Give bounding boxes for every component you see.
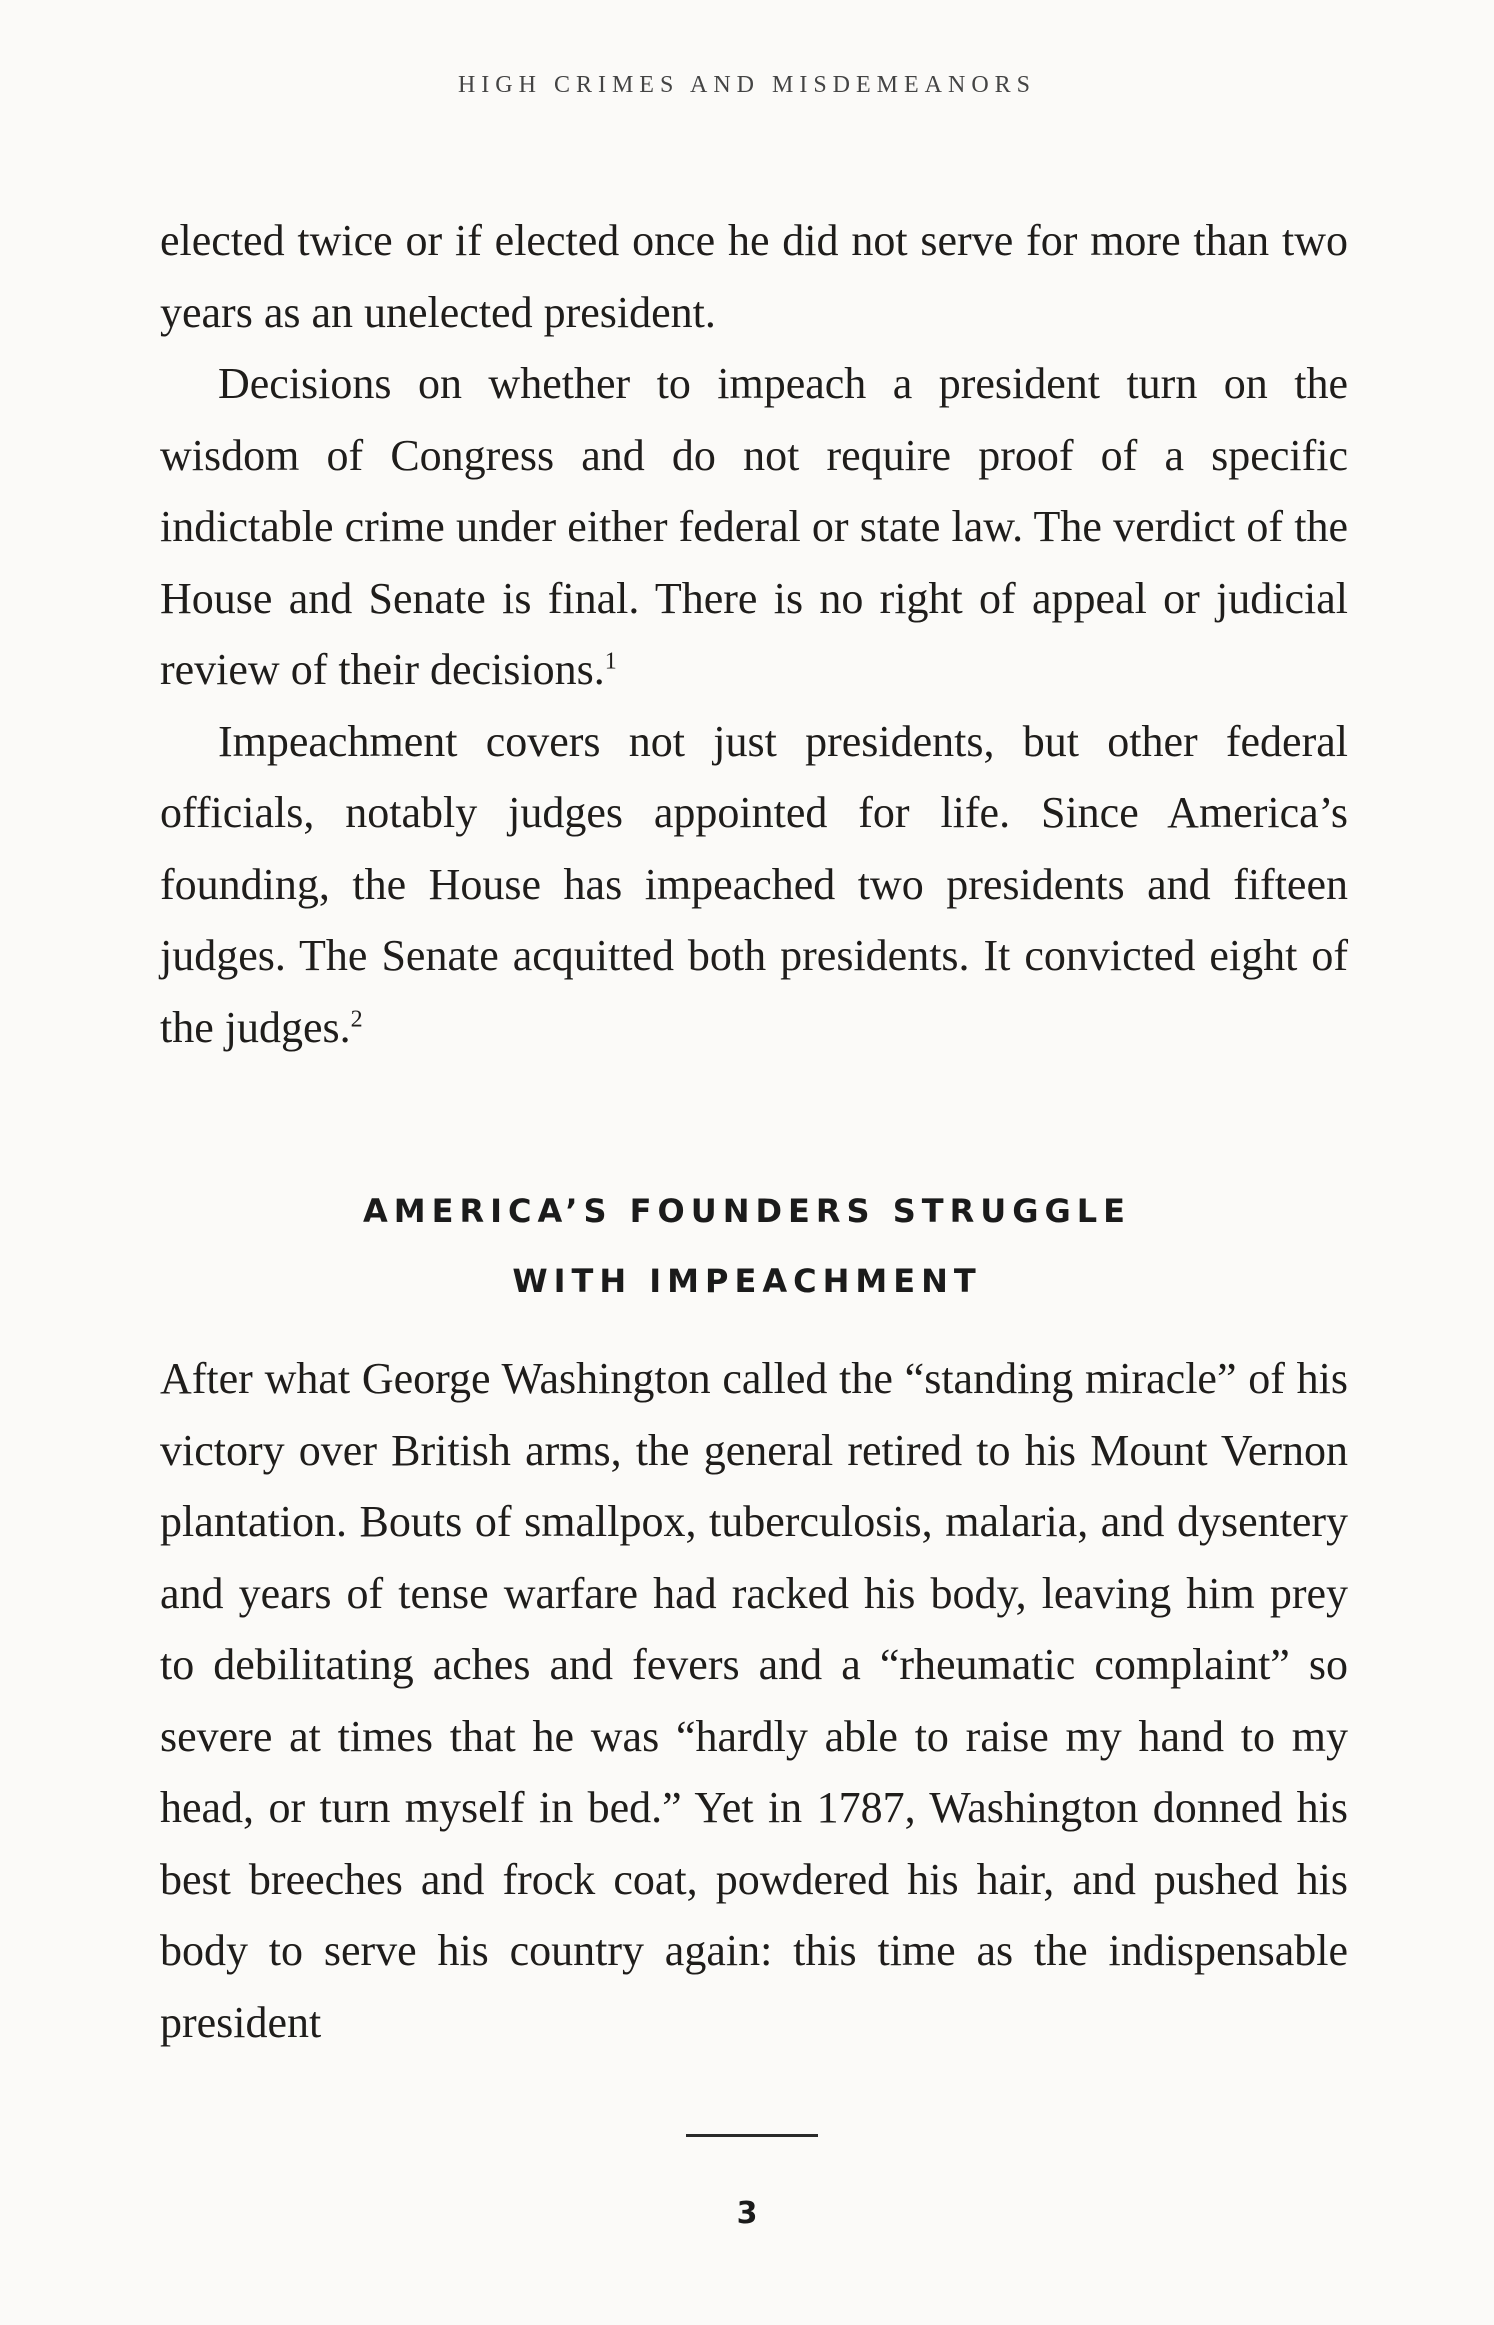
running-head: HIGH CRIMES AND MISDEMEANORS xyxy=(457,72,1037,98)
paragraph-decisions: Decisions on whether to impeach a president turn on the wisdom of Congress and do not require proof of a specific indictable crime under either federal or state law. The verdict of the House and Senate is final. There is no right of appeal or judicial review of their decisions.$^1$ xyxy=(160,359,1348,694)
page-number: 3 xyxy=(736,2196,758,2231)
paragraph-impeachment-covers: Impeachment covers not just presidents, but other federal officials, notably judges appointed for life. Since America’s founding, the House has impeached two presidents and fifteen judges. The Senate acquitted both presidents. It convicted eight of the judges.$^2$ xyxy=(160,716,1348,1052)
footnote-marker-2[interactable]: 2 xyxy=(350,1005,363,1032)
section-heading xyxy=(0,1176,1494,1316)
section-heading-line-1: AMERICA’S FOUNDERS STRUGGLE xyxy=(362,1192,1132,1230)
footer-rule xyxy=(686,2134,818,2137)
paragraph-washington: After what George Washington called the “standing miracle” of his victory over British arms, the general retired to his Mount Vernon plantation. Bouts of smallpox, tuberculosis, malaria, and dysentery and years of tense warfare had racked his body, leaving him prey to debilitating aches and fevers and a “rheumatic complaint” so severe at times that he was “hardly able to raise my hand to my head, or turn myself in bed.” Yet in 1787, Washington donned his best breeches and frock coat, powdered his hair, and pushed his body to serve his country again: this time as the indispensable president xyxy=(160,1354,1348,2047)
footnote-marker-1[interactable]: 1 xyxy=(604,648,617,675)
body-text-bottom xyxy=(160,1343,1348,2058)
paragraph-continuation: elected twice or if elected once he did not serve for more than two years as an unelected president. xyxy=(160,216,1348,337)
body-text-top xyxy=(160,205,1348,1063)
section-heading-line-2: WITH IMPEACHMENT xyxy=(512,1262,982,1300)
